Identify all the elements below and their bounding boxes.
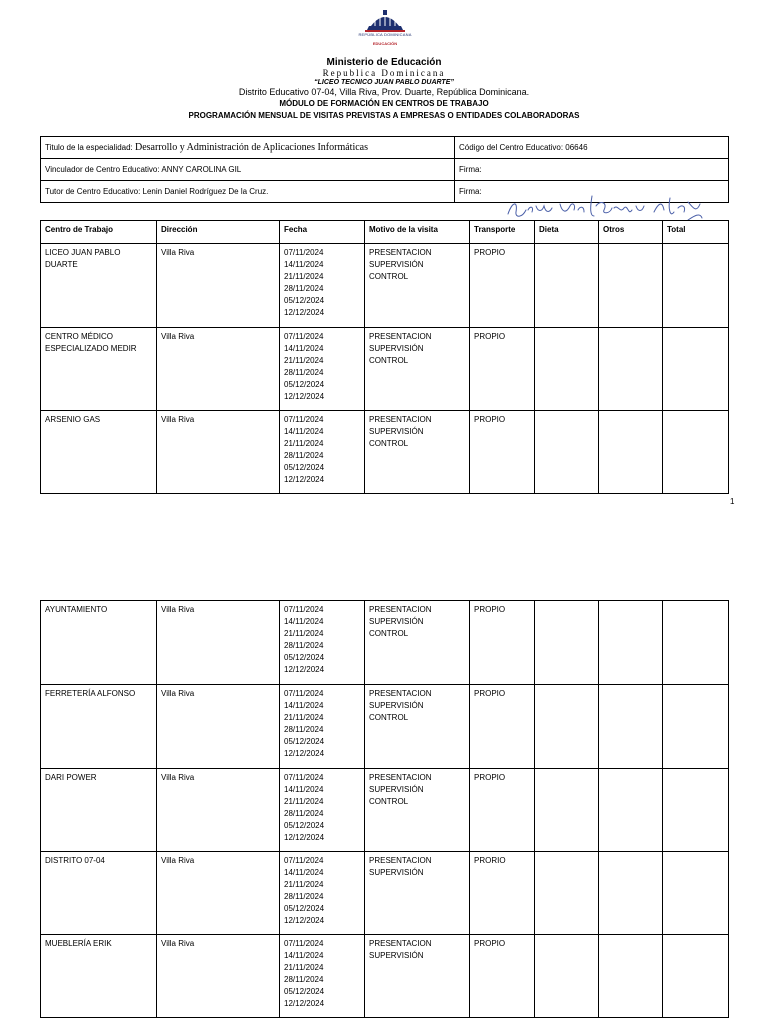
other-cell [599, 411, 663, 494]
visit-reason-cell: PRESENTACION SUPERVISIÓN CONTROL [365, 411, 470, 494]
page-number: 1 [730, 497, 735, 506]
linker-cell: Vinculador de Centro Educativo: ANNY CAROLINA GIL [41, 159, 455, 181]
diet-cell [535, 601, 599, 685]
total-cell [663, 328, 729, 411]
visits-table-page-2 [40, 600, 729, 1018]
address-cell: Villa Riva [157, 244, 280, 328]
diet-cell [535, 852, 599, 935]
diet-cell [535, 411, 599, 494]
address-cell: Villa Riva [157, 685, 280, 769]
dates-cell: 07/11/2024 14/11/2024 21/11/2024 28/11/2024 05/12/2024 12/12/2024 [280, 244, 365, 328]
transport-cell: PROPIO [470, 685, 535, 769]
column-header: Total [663, 221, 729, 244]
tutor-signature-cell: Firma: [455, 181, 729, 203]
dome-seal-icon [345, 8, 425, 32]
logo-text: REPÚBLICA DOMINICANA [358, 32, 412, 37]
dates-cell: 07/11/2024 14/11/2024 21/11/2024 28/11/2024 05/12/2024 12/12/2024 [280, 601, 365, 685]
specialty-label: Titulo de la especialidad: [45, 143, 133, 152]
linker-signature-cell: Firma: [455, 159, 729, 181]
transport-cell: PROPIO [470, 769, 535, 852]
total-cell [663, 935, 729, 1018]
transport-cell: PROPIO [470, 244, 535, 328]
dates-cell: 07/11/2024 14/11/2024 21/11/2024 28/11/2024 05/12/2024 12/12/2024 [280, 769, 365, 852]
address-cell: Villa Riva [157, 852, 280, 935]
other-cell [599, 769, 663, 852]
dates-cell: 07/11/2024 14/11/2024 21/11/2024 28/11/2024 05/12/2024 12/12/2024 [280, 852, 365, 935]
table-row [41, 244, 729, 328]
column-header: Centro de Trabajo [41, 221, 157, 244]
other-cell [599, 244, 663, 328]
address-cell: Villa Riva [157, 328, 280, 411]
table-row [41, 769, 729, 852]
specialty-value: Desarrollo y Administración de Aplicaciones Informáticas [135, 142, 368, 153]
table-row [41, 328, 729, 411]
visit-reason-cell: PRESENTACION SUPERVISIÓN CONTROL [365, 769, 470, 852]
transport-cell: PROPIO [470, 328, 535, 411]
work-center-cell: DISTRITO 07-04 [41, 852, 157, 935]
visit-reason-cell: PRESENTACION SUPERVISIÓN [365, 852, 470, 935]
dates-cell: 07/11/2024 14/11/2024 21/11/2024 28/11/2024 05/12/2024 12/12/2024 [280, 935, 365, 1018]
table-row [41, 601, 729, 685]
diet-cell [535, 769, 599, 852]
other-cell [599, 685, 663, 769]
visit-reason-cell: PRESENTACION SUPERVISIÓN [365, 935, 470, 1018]
module-title: MÓDULO DE FORMACIÓN EN CENTROS DE TRABAJO [279, 99, 489, 108]
visit-reason-cell: PRESENTACION SUPERVISIÓN CONTROL [365, 601, 470, 685]
ministry-title: Ministerio de Educación [326, 57, 442, 68]
column-header: Otros [599, 221, 663, 244]
diet-cell [535, 328, 599, 411]
total-cell [663, 601, 729, 685]
address-cell: Villa Riva [157, 601, 280, 685]
total-cell [663, 244, 729, 328]
transport-cell: PROPIO [470, 601, 535, 685]
column-header: Fecha [280, 221, 365, 244]
column-header: Motivo de la visita [365, 221, 470, 244]
work-center-cell: DARI POWER [41, 769, 157, 852]
address-cell: Villa Riva [157, 411, 280, 494]
table-row [41, 685, 729, 769]
table-row [41, 411, 729, 494]
tutor-cell: Tutor de Centro Educativo: Lenin Daniel Rodríguez De la Cruz. [41, 181, 455, 203]
work-center-cell: CENTRO MÉDICO ESPECIALIZADO MEDIR [41, 328, 157, 411]
school-name: “LICEO TECNICO JUAN PABLO DUARTE” [314, 79, 454, 86]
school-code-cell: Código del Centro Educativo: 06646 [455, 137, 729, 159]
table-header-row [41, 221, 729, 244]
logo-subtext: EDUCACIÓN [372, 41, 398, 46]
other-cell [599, 852, 663, 935]
other-cell [599, 601, 663, 685]
diet-cell [535, 935, 599, 1018]
other-cell [599, 328, 663, 411]
column-header: Dirección [157, 221, 280, 244]
total-cell [663, 769, 729, 852]
visit-reason-cell: PRESENTACION SUPERVISIÓN CONTROL [365, 685, 470, 769]
total-cell [663, 852, 729, 935]
diet-cell [535, 685, 599, 769]
transport-cell: PRORIO [470, 852, 535, 935]
table-row [41, 935, 729, 1018]
country-title: Republica Dominicana [322, 68, 446, 78]
district-line: Distrito Educativo 07-04, Villa Riva, Prov. Duarte, República Dominicana. [238, 87, 530, 97]
dates-cell: 07/11/2024 14/11/2024 21/11/2024 28/11/2024 05/12/2024 12/12/2024 [280, 411, 365, 494]
transport-cell: PROPIO [470, 411, 535, 494]
visit-reason-cell: PRESENTACION SUPERVISIÓN CONTROL [365, 328, 470, 411]
program-title: PROGRAMACIÓN MENSUAL DE VISITAS PREVISTAS A EMPRESAS O ENTIDADES COLABORADORAS [188, 111, 580, 120]
specialty-cell [41, 137, 455, 159]
work-center-cell: MUEBLERÍA ERIK [41, 935, 157, 1018]
total-cell [663, 411, 729, 494]
table-row [41, 852, 729, 935]
address-cell: Villa Riva [157, 935, 280, 1018]
address-cell: Villa Riva [157, 769, 280, 852]
total-cell [663, 685, 729, 769]
transport-cell: PROPIO [470, 935, 535, 1018]
diet-cell [535, 244, 599, 328]
column-header: Dieta [535, 221, 599, 244]
visit-reason-cell: PRESENTACION SUPERVISIÓN CONTROL [365, 244, 470, 328]
work-center-cell: ARSENIO GAS [41, 411, 157, 494]
work-center-cell: AYUNTAMIENTO [41, 601, 157, 685]
work-center-cell: LICEO JUAN PABLO DUARTE [41, 244, 157, 328]
dates-cell: 07/11/2024 14/11/2024 21/11/2024 28/11/2024 05/12/2024 12/12/2024 [280, 328, 365, 411]
ministry-logo [345, 8, 425, 50]
dates-cell: 07/11/2024 14/11/2024 21/11/2024 28/11/2024 05/12/2024 12/12/2024 [280, 685, 365, 769]
column-header: Transporte [470, 221, 535, 244]
document-page-2 [0, 540, 768, 1024]
other-cell [599, 935, 663, 1018]
work-center-cell: FERRETERÍA ALFONSO [41, 685, 157, 769]
visits-table-page-1 [40, 220, 729, 494]
